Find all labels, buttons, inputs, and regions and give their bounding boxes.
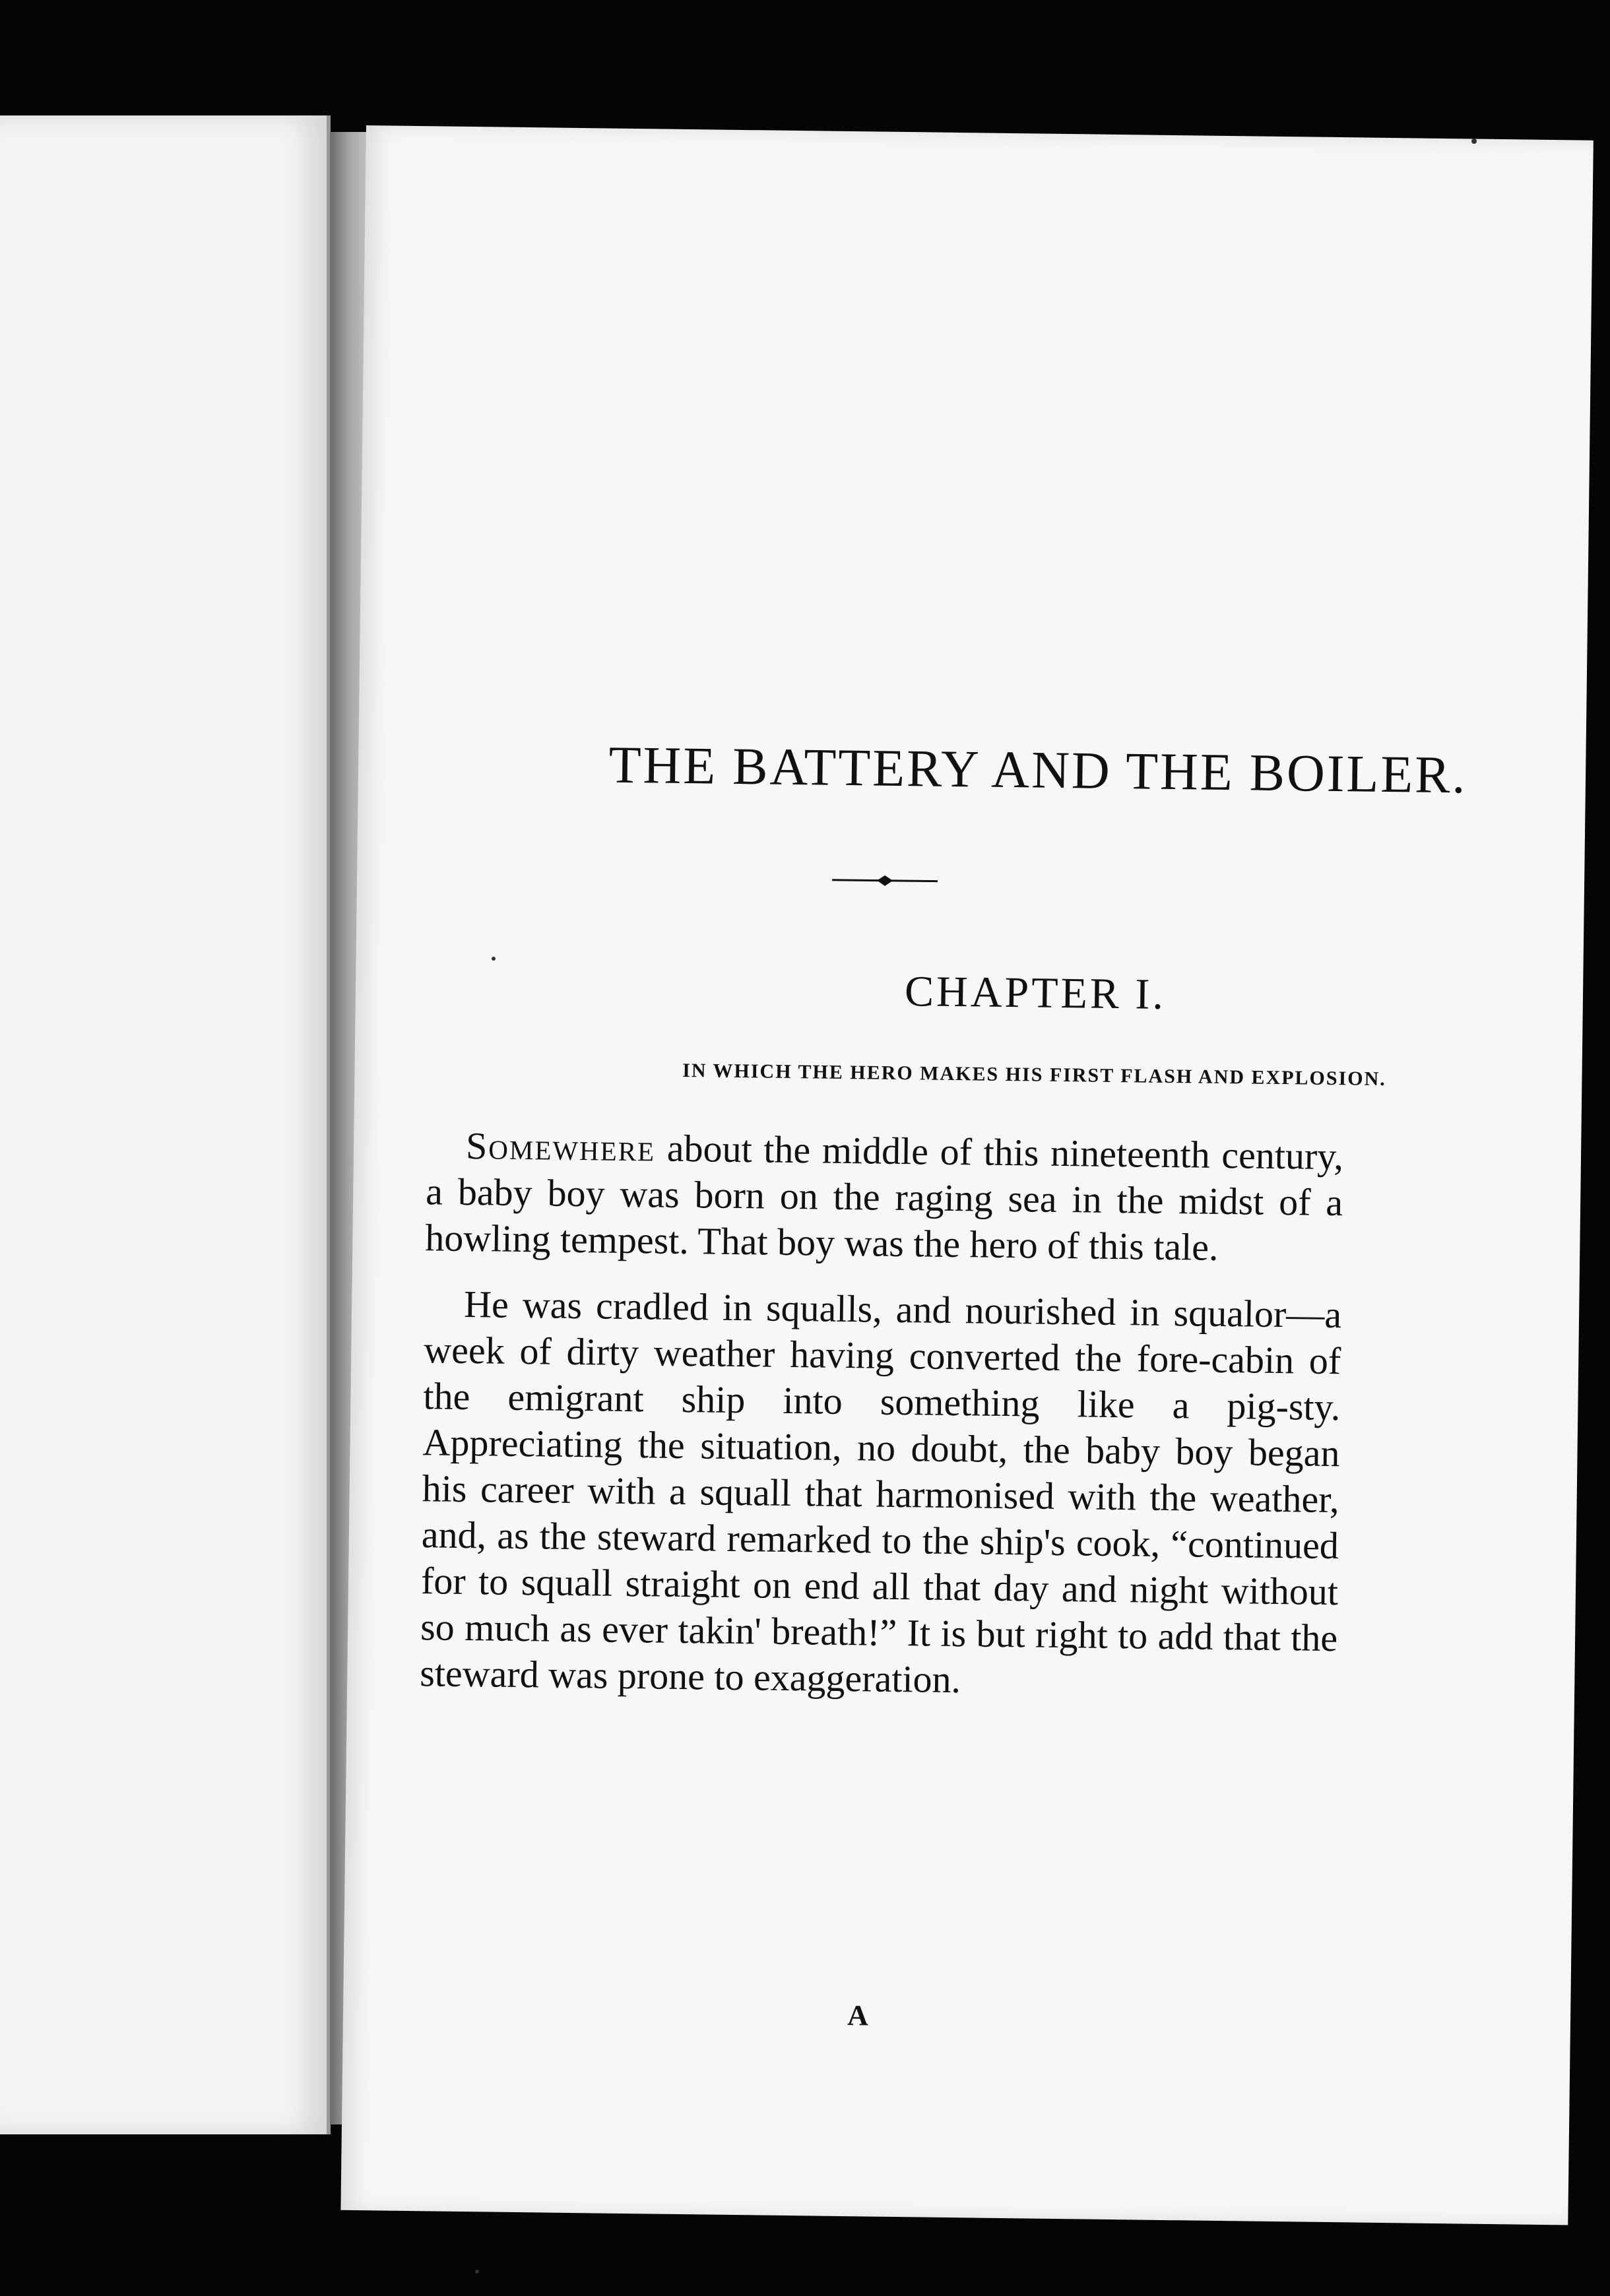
signature-mark: A xyxy=(847,1999,869,2032)
book-title: THE BATTERY AND THE BOILER. xyxy=(608,736,1468,805)
title-divider-ornament xyxy=(832,867,938,895)
paragraph-1-lead-word: Somewhere xyxy=(465,1124,656,1170)
chapter-subtitle: IN WHICH THE HERO MAKES HIS FIRST FLASH AND EXPLOSION. xyxy=(682,1059,1386,1090)
scan-speck xyxy=(475,2270,479,2274)
current-page xyxy=(340,125,1593,2225)
page-content xyxy=(340,125,1593,2225)
paragraph-1-text: about the middle of this nineteenth century, a baby boy was born on the raging sea in the midst of a howling tempest. That boy was the hero of this tale. xyxy=(425,1126,1344,1269)
chapter-heading: CHAPTER I. xyxy=(904,967,1167,1019)
scan-speck xyxy=(492,957,496,961)
paragraph-2: He was cradled in squalls, and nourished in squalor—a week of dirty weather having converted the fore-cabin of the emigrant ship into something like a pig-sty. Appreciating the situation, no doubt, the baby boy began his career with a squall that harmonised with the weather, and, as the steward remarked to the ship's cook, “continued for to squall straight on end all that day and night without so much as ever takin' breath!” It is but right to add that the steward was prone to exaggeration. xyxy=(419,1282,1342,1702)
paragraph-1 xyxy=(425,1122,1343,1272)
scan-speck xyxy=(1471,139,1477,144)
previous-page xyxy=(0,115,331,2134)
chapter-body xyxy=(420,1122,1344,1727)
